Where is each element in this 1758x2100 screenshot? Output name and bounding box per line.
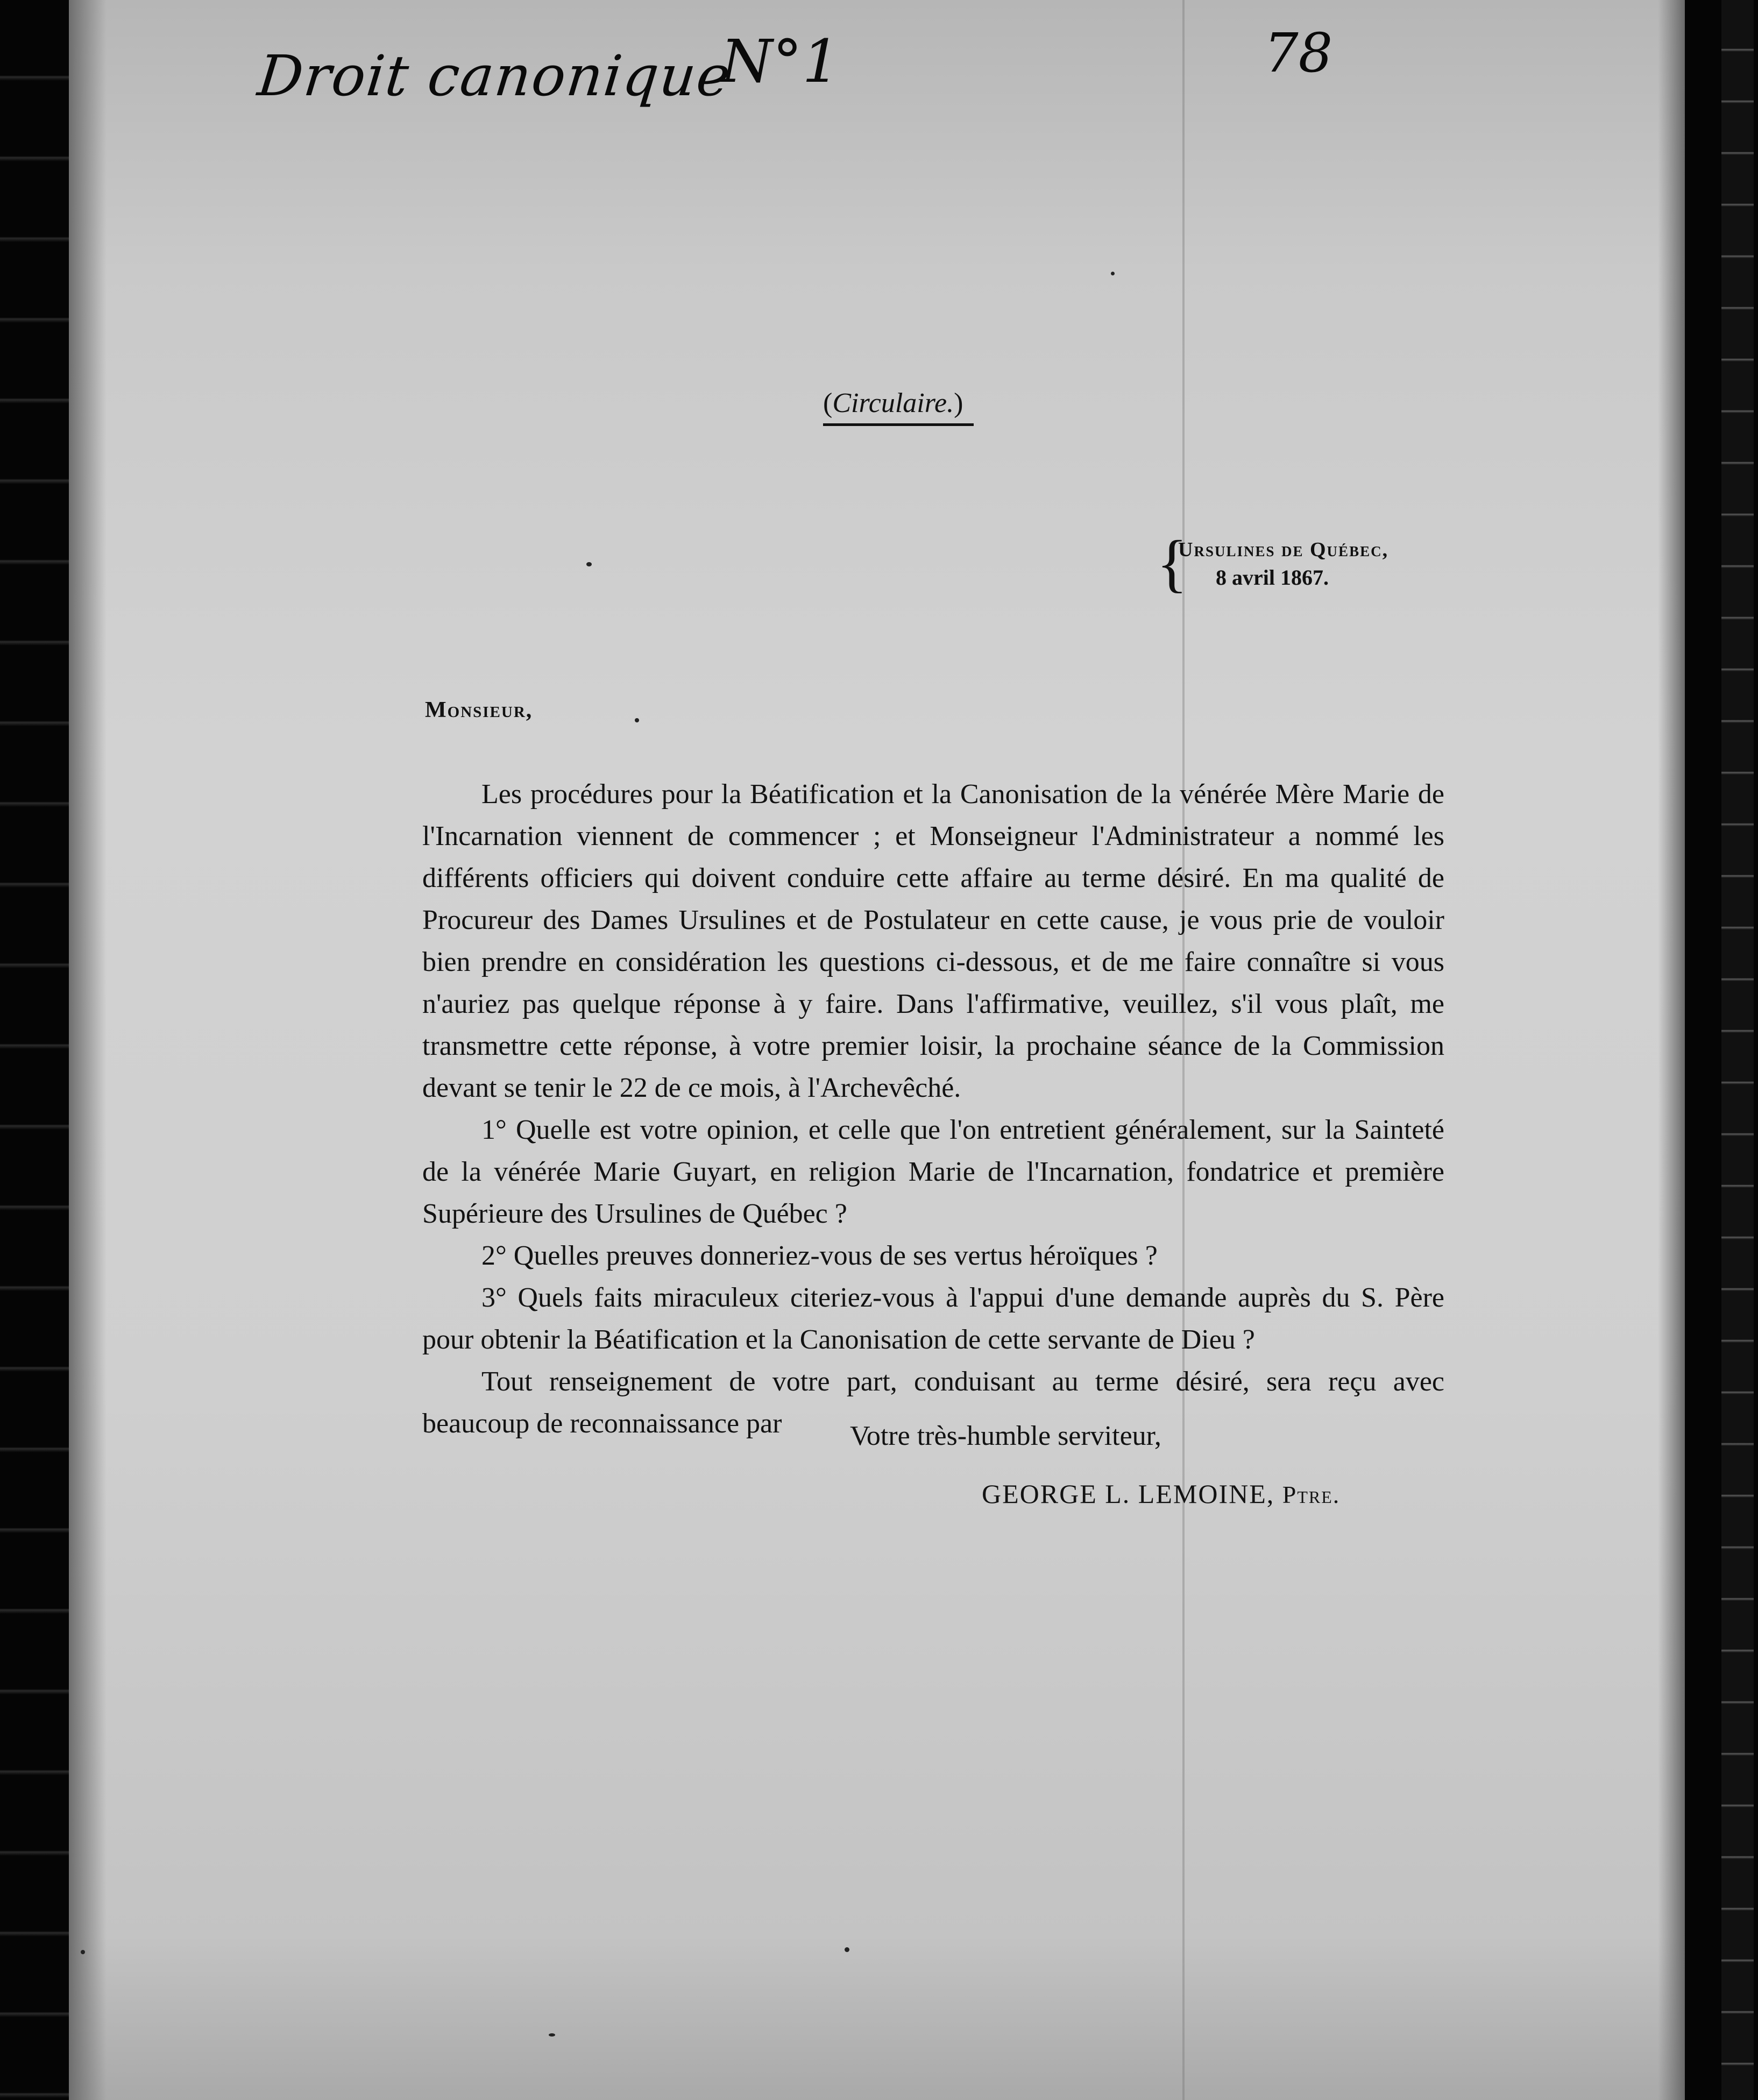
dateline-date: 8 avril 1867.: [1216, 565, 1329, 590]
handwritten-document-number: N°1: [721, 27, 840, 96]
dateline-brace: {: [1157, 527, 1188, 599]
handwritten-folio-number: 78: [1264, 22, 1333, 84]
dateline: [1157, 527, 1404, 599]
complimentary-close: Votre très-humble serviteur,: [850, 1421, 1161, 1451]
signature-suffix: Ptre.: [1282, 1481, 1341, 1508]
body-paragraph-closing: Tout renseignement de votre part, conduisant au terme désiré, sera reçu avec beaucoup de reconnaissance par: [422, 1366, 1444, 1439]
scan-speck: [549, 2033, 555, 2037]
signature: [982, 1478, 1340, 1509]
document-type-label: Circulaire.: [832, 388, 954, 418]
question-2: 2° Quelles preuves donneriez-vous de ses vertus héroïques ?: [481, 1240, 1158, 1271]
body-paragraph-intro: Les procédures pour la Béatification et la Canonisation de la vénérée Mère Marie de l'Incarnation viennent de commencer ; et Monseigneur l'Administrateur a nommé les différents officiers qui doivent conduire cette affaire au terme désiré. En ma qualité de Procureur des Dames Ursulines et de Postulateur en cette cause, je vous prie de vouloir bien prendre en considération les questions ci-dessous, et de me faire connaître si vous n'auriez pas quelque réponse à y faire. Dans l'affirmative, veuillez, s'il vous plaît, me transmettre cette réponse, à votre premier loisir, la prochaine séance de la Commission devant se tenir le 22 de ce mois, à l'Archevêché.: [422, 779, 1444, 1103]
salutation: Monsieur,: [425, 698, 533, 722]
signature-name: GEORGE L. LEMOINE,: [982, 1479, 1275, 1509]
scan-speck: [845, 1947, 849, 1952]
letter-body: [422, 774, 1444, 1445]
scan-speck: [81, 1950, 85, 1954]
document-type-heading: (Circulaire.): [823, 387, 974, 426]
question-3: 3° Quels faits miraculeux citeriez-vous à l'appui d'une demande auprès du S. Père pour obtenir la Béatification et la Canonisation de cette servante de Dieu ?: [422, 1282, 1444, 1355]
scan-left-margin: [0, 0, 69, 2100]
scan-speck: [635, 718, 639, 722]
scan-right-margin: [1721, 0, 1754, 2100]
question-1: 1° Quelle est votre opinion, et celle que l'on entretient généralement, sur la Sainteté de la vénérée Marie Guyart, en religion Marie de l'Incarnation, fondatrice et première Supérieure des Ursulines de Québec ?: [422, 1115, 1444, 1229]
handwritten-topic-note: Droit canonique: [254, 43, 735, 109]
dateline-place: Ursulines de Québec,: [1178, 538, 1389, 561]
scan-speck: [1111, 272, 1115, 275]
scan-speck: [586, 562, 592, 566]
